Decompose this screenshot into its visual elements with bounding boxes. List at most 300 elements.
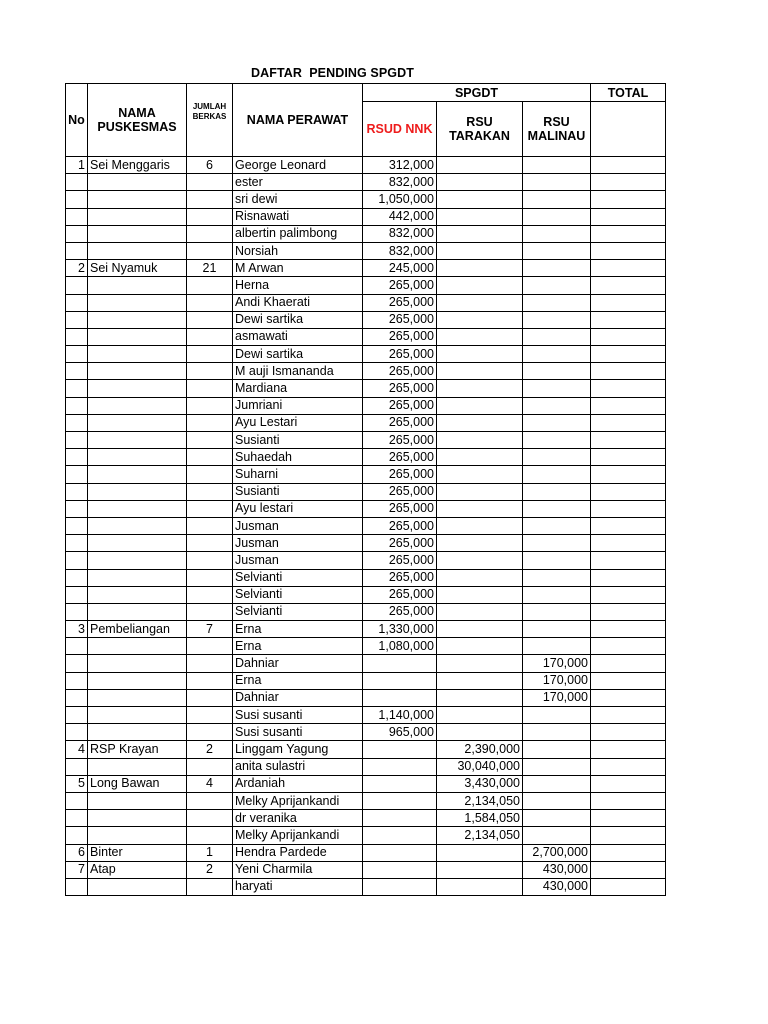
cell-rsu-malinau bbox=[523, 483, 591, 500]
cell-no bbox=[66, 225, 88, 242]
cell-total bbox=[591, 810, 666, 827]
cell-rsud-nnk bbox=[363, 878, 437, 895]
cell-total bbox=[591, 689, 666, 706]
cell-rsud-nnk: 265,000 bbox=[363, 311, 437, 328]
header-nama-perawat: NAMA PERAWAT bbox=[233, 84, 363, 157]
cell-no bbox=[66, 878, 88, 895]
table-row bbox=[66, 569, 666, 586]
header-no: No bbox=[66, 84, 88, 157]
cell-nama-perawat: albertin palimbong bbox=[233, 225, 363, 242]
cell-no bbox=[66, 792, 88, 809]
cell-jumlah-berkas bbox=[187, 311, 233, 328]
cell-rsud-nnk bbox=[363, 655, 437, 672]
cell-total bbox=[591, 328, 666, 345]
table-row bbox=[66, 311, 666, 328]
cell-rsu-tarakan bbox=[437, 397, 523, 414]
cell-rsu-tarakan bbox=[437, 277, 523, 294]
cell-rsu-tarakan bbox=[437, 380, 523, 397]
cell-jumlah-berkas bbox=[187, 242, 233, 259]
cell-rsu-malinau bbox=[523, 827, 591, 844]
cell-jumlah-berkas bbox=[187, 552, 233, 569]
cell-nama-perawat: dr veranika bbox=[233, 810, 363, 827]
cell-nama-perawat: Erna bbox=[233, 621, 363, 638]
cell-no bbox=[66, 397, 88, 414]
cell-jumlah-berkas bbox=[187, 707, 233, 724]
cell-nama-perawat: Mardiana bbox=[233, 380, 363, 397]
cell-nama-perawat: Linggam Yagung bbox=[233, 741, 363, 758]
table-row bbox=[66, 242, 666, 259]
cell-puskesmas bbox=[88, 810, 187, 827]
cell-no bbox=[66, 638, 88, 655]
table-row bbox=[66, 741, 666, 758]
table-row bbox=[66, 346, 666, 363]
cell-rsu-malinau: 430,000 bbox=[523, 861, 591, 878]
cell-rsud-nnk: 1,050,000 bbox=[363, 191, 437, 208]
cell-puskesmas bbox=[88, 191, 187, 208]
cell-no bbox=[66, 724, 88, 741]
cell-nama-perawat: Selvianti bbox=[233, 569, 363, 586]
cell-puskesmas: Sei Nyamuk bbox=[88, 260, 187, 277]
table-row bbox=[66, 414, 666, 431]
cell-nama-perawat: Melky Aprijankandi bbox=[233, 792, 363, 809]
cell-jumlah-berkas bbox=[187, 517, 233, 534]
cell-rsu-tarakan bbox=[437, 432, 523, 449]
cell-rsu-malinau bbox=[523, 792, 591, 809]
cell-total bbox=[591, 724, 666, 741]
cell-puskesmas bbox=[88, 827, 187, 844]
cell-rsu-malinau: 170,000 bbox=[523, 689, 591, 706]
cell-total bbox=[591, 260, 666, 277]
cell-rsud-nnk: 832,000 bbox=[363, 225, 437, 242]
table-row bbox=[66, 380, 666, 397]
cell-total bbox=[591, 346, 666, 363]
table-row bbox=[66, 208, 666, 225]
table-row bbox=[66, 689, 666, 706]
cell-jumlah-berkas bbox=[187, 672, 233, 689]
cell-rsud-nnk bbox=[363, 672, 437, 689]
cell-rsu-tarakan bbox=[437, 517, 523, 534]
cell-puskesmas bbox=[88, 569, 187, 586]
cell-puskesmas bbox=[88, 294, 187, 311]
table-row bbox=[66, 672, 666, 689]
cell-puskesmas bbox=[88, 724, 187, 741]
pending-table bbox=[65, 83, 666, 896]
cell-jumlah-berkas: 4 bbox=[187, 775, 233, 792]
table-row bbox=[66, 603, 666, 620]
cell-no bbox=[66, 449, 88, 466]
cell-nama-perawat: M Arwan bbox=[233, 260, 363, 277]
cell-nama-perawat: Selvianti bbox=[233, 603, 363, 620]
cell-rsu-malinau bbox=[523, 500, 591, 517]
cell-puskesmas bbox=[88, 535, 187, 552]
cell-rsu-tarakan bbox=[437, 707, 523, 724]
cell-jumlah-berkas bbox=[187, 810, 233, 827]
cell-jumlah-berkas bbox=[187, 500, 233, 517]
cell-rsud-nnk: 1,140,000 bbox=[363, 707, 437, 724]
cell-no bbox=[66, 174, 88, 191]
cell-total bbox=[591, 569, 666, 586]
cell-rsu-malinau bbox=[523, 208, 591, 225]
cell-no bbox=[66, 758, 88, 775]
cell-rsu-tarakan bbox=[437, 655, 523, 672]
cell-rsu-malinau: 430,000 bbox=[523, 878, 591, 895]
cell-no: 7 bbox=[66, 861, 88, 878]
table-row bbox=[66, 552, 666, 569]
cell-rsud-nnk: 265,000 bbox=[363, 397, 437, 414]
cell-rsu-malinau: 170,000 bbox=[523, 672, 591, 689]
cell-rsud-nnk: 312,000 bbox=[363, 157, 437, 174]
table-row bbox=[66, 294, 666, 311]
cell-rsud-nnk: 265,000 bbox=[363, 328, 437, 345]
cell-jumlah-berkas: 21 bbox=[187, 260, 233, 277]
cell-rsu-tarakan bbox=[437, 552, 523, 569]
cell-puskesmas bbox=[88, 242, 187, 259]
cell-puskesmas bbox=[88, 552, 187, 569]
table-row bbox=[66, 277, 666, 294]
cell-rsud-nnk: 265,000 bbox=[363, 500, 437, 517]
cell-no bbox=[66, 689, 88, 706]
cell-nama-perawat: Yeni Charmila bbox=[233, 861, 363, 878]
table-row bbox=[66, 535, 666, 552]
cell-total bbox=[591, 311, 666, 328]
cell-total bbox=[591, 638, 666, 655]
table-row bbox=[66, 621, 666, 638]
cell-total bbox=[591, 242, 666, 259]
header-nama-puskesmas: NAMA PUSKESMAS bbox=[88, 84, 187, 157]
table-row bbox=[66, 260, 666, 277]
cell-no bbox=[66, 535, 88, 552]
cell-total bbox=[591, 294, 666, 311]
cell-puskesmas bbox=[88, 878, 187, 895]
cell-rsu-malinau bbox=[523, 603, 591, 620]
cell-jumlah-berkas bbox=[187, 328, 233, 345]
cell-rsud-nnk: 265,000 bbox=[363, 414, 437, 431]
cell-total bbox=[591, 621, 666, 638]
cell-jumlah-berkas bbox=[187, 432, 233, 449]
table-row bbox=[66, 500, 666, 517]
table-row bbox=[66, 844, 666, 861]
table-row bbox=[66, 775, 666, 792]
cell-rsud-nnk: 265,000 bbox=[363, 535, 437, 552]
cell-no: 4 bbox=[66, 741, 88, 758]
cell-rsu-tarakan bbox=[437, 672, 523, 689]
cell-rsu-malinau bbox=[523, 380, 591, 397]
cell-nama-perawat: asmawati bbox=[233, 328, 363, 345]
cell-jumlah-berkas bbox=[187, 483, 233, 500]
cell-nama-perawat: Erna bbox=[233, 672, 363, 689]
cell-rsu-tarakan: 2,134,050 bbox=[437, 827, 523, 844]
cell-puskesmas bbox=[88, 758, 187, 775]
cell-rsu-malinau bbox=[523, 311, 591, 328]
cell-puskesmas bbox=[88, 174, 187, 191]
cell-no bbox=[66, 586, 88, 603]
cell-puskesmas bbox=[88, 311, 187, 328]
cell-jumlah-berkas bbox=[187, 174, 233, 191]
cell-rsu-tarakan bbox=[437, 363, 523, 380]
cell-nama-perawat: ester bbox=[233, 174, 363, 191]
table-row bbox=[66, 432, 666, 449]
cell-total bbox=[591, 707, 666, 724]
cell-rsu-malinau bbox=[523, 328, 591, 345]
cell-rsu-malinau bbox=[523, 758, 591, 775]
cell-nama-perawat: Herna bbox=[233, 277, 363, 294]
cell-nama-perawat: Dewi sartika bbox=[233, 311, 363, 328]
cell-total bbox=[591, 827, 666, 844]
table-row bbox=[66, 792, 666, 809]
cell-jumlah-berkas bbox=[187, 414, 233, 431]
cell-total bbox=[591, 466, 666, 483]
cell-rsu-malinau bbox=[523, 191, 591, 208]
cell-puskesmas bbox=[88, 397, 187, 414]
cell-no bbox=[66, 432, 88, 449]
cell-jumlah-berkas bbox=[187, 724, 233, 741]
cell-jumlah-berkas bbox=[187, 363, 233, 380]
cell-puskesmas bbox=[88, 363, 187, 380]
cell-no bbox=[66, 517, 88, 534]
cell-jumlah-berkas bbox=[187, 689, 233, 706]
table-row bbox=[66, 157, 666, 174]
cell-rsud-nnk bbox=[363, 861, 437, 878]
table-row bbox=[66, 225, 666, 242]
cell-rsu-malinau bbox=[523, 414, 591, 431]
cell-rsu-malinau bbox=[523, 225, 591, 242]
cell-rsu-tarakan bbox=[437, 414, 523, 431]
cell-rsu-malinau bbox=[523, 741, 591, 758]
cell-puskesmas bbox=[88, 672, 187, 689]
cell-puskesmas bbox=[88, 449, 187, 466]
cell-rsu-malinau bbox=[523, 586, 591, 603]
cell-no bbox=[66, 827, 88, 844]
cell-no bbox=[66, 672, 88, 689]
cell-puskesmas bbox=[88, 380, 187, 397]
table-row bbox=[66, 466, 666, 483]
cell-total bbox=[591, 741, 666, 758]
cell-no bbox=[66, 655, 88, 672]
cell-rsu-malinau bbox=[523, 174, 591, 191]
cell-rsud-nnk: 265,000 bbox=[363, 432, 437, 449]
cell-rsu-malinau bbox=[523, 552, 591, 569]
cell-puskesmas: Pembeliangan bbox=[88, 621, 187, 638]
document-title: DAFTAR PENDING SPGDT bbox=[251, 66, 414, 80]
cell-rsud-nnk: 265,000 bbox=[363, 466, 437, 483]
cell-rsud-nnk: 832,000 bbox=[363, 242, 437, 259]
cell-rsu-malinau bbox=[523, 517, 591, 534]
table-row bbox=[66, 707, 666, 724]
cell-total bbox=[591, 535, 666, 552]
cell-rsu-malinau bbox=[523, 449, 591, 466]
cell-puskesmas bbox=[88, 328, 187, 345]
cell-no bbox=[66, 277, 88, 294]
cell-total bbox=[591, 517, 666, 534]
cell-rsud-nnk: 1,330,000 bbox=[363, 621, 437, 638]
cell-nama-perawat: M auji Ismananda bbox=[233, 363, 363, 380]
cell-nama-perawat: Ayu Lestari bbox=[233, 414, 363, 431]
cell-puskesmas bbox=[88, 225, 187, 242]
cell-rsud-nnk: 265,000 bbox=[363, 483, 437, 500]
cell-rsu-malinau bbox=[523, 242, 591, 259]
cell-nama-perawat: anita sulastri bbox=[233, 758, 363, 775]
cell-puskesmas: Binter bbox=[88, 844, 187, 861]
cell-no bbox=[66, 363, 88, 380]
cell-no: 2 bbox=[66, 260, 88, 277]
cell-puskesmas bbox=[88, 655, 187, 672]
cell-total bbox=[591, 483, 666, 500]
cell-puskesmas bbox=[88, 689, 187, 706]
cell-nama-perawat: Jusman bbox=[233, 517, 363, 534]
cell-rsud-nnk bbox=[363, 844, 437, 861]
cell-rsud-nnk: 265,000 bbox=[363, 552, 437, 569]
cell-rsu-tarakan bbox=[437, 500, 523, 517]
cell-total bbox=[591, 861, 666, 878]
cell-rsu-malinau bbox=[523, 775, 591, 792]
cell-nama-perawat: Dewi sartika bbox=[233, 346, 363, 363]
cell-nama-perawat: Jusman bbox=[233, 535, 363, 552]
cell-jumlah-berkas bbox=[187, 449, 233, 466]
cell-rsu-tarakan bbox=[437, 242, 523, 259]
cell-jumlah-berkas bbox=[187, 380, 233, 397]
cell-rsu-malinau bbox=[523, 277, 591, 294]
cell-rsud-nnk: 832,000 bbox=[363, 174, 437, 191]
cell-rsu-tarakan bbox=[437, 260, 523, 277]
cell-rsu-tarakan bbox=[437, 878, 523, 895]
table-row bbox=[66, 517, 666, 534]
cell-rsu-malinau: 2,700,000 bbox=[523, 844, 591, 861]
cell-total bbox=[591, 174, 666, 191]
cell-nama-perawat: Ardaniah bbox=[233, 775, 363, 792]
cell-puskesmas bbox=[88, 707, 187, 724]
cell-rsud-nnk: 245,000 bbox=[363, 260, 437, 277]
cell-rsu-malinau bbox=[523, 397, 591, 414]
cell-rsud-nnk: 965,000 bbox=[363, 724, 437, 741]
cell-nama-perawat: Suhaedah bbox=[233, 449, 363, 466]
cell-total bbox=[591, 432, 666, 449]
cell-rsud-nnk bbox=[363, 741, 437, 758]
cell-total bbox=[591, 552, 666, 569]
table-row bbox=[66, 810, 666, 827]
cell-jumlah-berkas bbox=[187, 827, 233, 844]
cell-rsud-nnk bbox=[363, 758, 437, 775]
table-row bbox=[66, 827, 666, 844]
cell-rsu-malinau bbox=[523, 157, 591, 174]
cell-rsud-nnk: 265,000 bbox=[363, 603, 437, 620]
cell-puskesmas: Long Bawan bbox=[88, 775, 187, 792]
table-row bbox=[66, 861, 666, 878]
cell-nama-perawat: haryati bbox=[233, 878, 363, 895]
cell-puskesmas bbox=[88, 208, 187, 225]
cell-no: 1 bbox=[66, 157, 88, 174]
cell-no bbox=[66, 707, 88, 724]
cell-nama-perawat: Risnawati bbox=[233, 208, 363, 225]
cell-jumlah-berkas bbox=[187, 346, 233, 363]
cell-jumlah-berkas bbox=[187, 758, 233, 775]
cell-nama-perawat: Norsiah bbox=[233, 242, 363, 259]
header-total: TOTAL bbox=[591, 84, 666, 102]
cell-jumlah-berkas bbox=[187, 638, 233, 655]
cell-no bbox=[66, 346, 88, 363]
table-row bbox=[66, 483, 666, 500]
cell-nama-perawat: Jusman bbox=[233, 552, 363, 569]
cell-rsu-malinau bbox=[523, 535, 591, 552]
cell-nama-perawat: Ayu lestari bbox=[233, 500, 363, 517]
header-rsu-malinau: RSU MALINAU bbox=[523, 102, 591, 157]
cell-total bbox=[591, 157, 666, 174]
cell-no bbox=[66, 569, 88, 586]
header-total-blank bbox=[591, 102, 666, 157]
cell-rsu-tarakan: 1,584,050 bbox=[437, 810, 523, 827]
cell-nama-perawat: Susi susanti bbox=[233, 707, 363, 724]
cell-jumlah-berkas bbox=[187, 294, 233, 311]
cell-no bbox=[66, 810, 88, 827]
cell-total bbox=[591, 603, 666, 620]
cell-jumlah-berkas bbox=[187, 225, 233, 242]
table-row bbox=[66, 638, 666, 655]
cell-rsu-tarakan bbox=[437, 689, 523, 706]
cell-total bbox=[591, 792, 666, 809]
cell-puskesmas bbox=[88, 432, 187, 449]
cell-puskesmas bbox=[88, 500, 187, 517]
cell-rsu-tarakan bbox=[437, 346, 523, 363]
cell-jumlah-berkas: 1 bbox=[187, 844, 233, 861]
cell-rsud-nnk: 442,000 bbox=[363, 208, 437, 225]
cell-puskesmas bbox=[88, 277, 187, 294]
cell-no bbox=[66, 294, 88, 311]
cell-rsu-tarakan bbox=[437, 174, 523, 191]
table-row bbox=[66, 758, 666, 775]
cell-jumlah-berkas: 6 bbox=[187, 157, 233, 174]
cell-rsud-nnk bbox=[363, 689, 437, 706]
table-row bbox=[66, 724, 666, 741]
cell-total bbox=[591, 363, 666, 380]
header-jumlah-berkas: JUMLAH BERKAS bbox=[187, 84, 233, 157]
table-row bbox=[66, 174, 666, 191]
cell-jumlah-berkas bbox=[187, 586, 233, 603]
cell-rsud-nnk: 265,000 bbox=[363, 380, 437, 397]
cell-rsu-malinau bbox=[523, 724, 591, 741]
cell-jumlah-berkas bbox=[187, 878, 233, 895]
cell-rsud-nnk: 265,000 bbox=[363, 449, 437, 466]
cell-jumlah-berkas bbox=[187, 466, 233, 483]
cell-rsu-tarakan bbox=[437, 638, 523, 655]
cell-jumlah-berkas: 2 bbox=[187, 741, 233, 758]
cell-jumlah-berkas: 2 bbox=[187, 861, 233, 878]
table-row bbox=[66, 191, 666, 208]
cell-nama-perawat: George Leonard bbox=[233, 157, 363, 174]
cell-rsud-nnk: 265,000 bbox=[363, 363, 437, 380]
cell-rsud-nnk: 265,000 bbox=[363, 517, 437, 534]
cell-rsu-tarakan bbox=[437, 586, 523, 603]
cell-rsu-malinau bbox=[523, 707, 591, 724]
cell-puskesmas bbox=[88, 346, 187, 363]
cell-rsud-nnk: 265,000 bbox=[363, 294, 437, 311]
cell-jumlah-berkas bbox=[187, 208, 233, 225]
cell-rsu-malinau: 170,000 bbox=[523, 655, 591, 672]
cell-puskesmas: Atap bbox=[88, 861, 187, 878]
cell-rsu-malinau bbox=[523, 638, 591, 655]
cell-total bbox=[591, 844, 666, 861]
cell-jumlah-berkas: 7 bbox=[187, 621, 233, 638]
table-row bbox=[66, 397, 666, 414]
cell-rsud-nnk: 265,000 bbox=[363, 586, 437, 603]
header-spgdt: SPGDT bbox=[363, 84, 591, 102]
cell-rsu-tarakan bbox=[437, 535, 523, 552]
table-row bbox=[66, 328, 666, 345]
cell-puskesmas bbox=[88, 603, 187, 620]
cell-rsu-malinau bbox=[523, 294, 591, 311]
cell-rsu-tarakan bbox=[437, 328, 523, 345]
cell-total bbox=[591, 758, 666, 775]
cell-jumlah-berkas bbox=[187, 792, 233, 809]
cell-rsu-tarakan bbox=[437, 466, 523, 483]
